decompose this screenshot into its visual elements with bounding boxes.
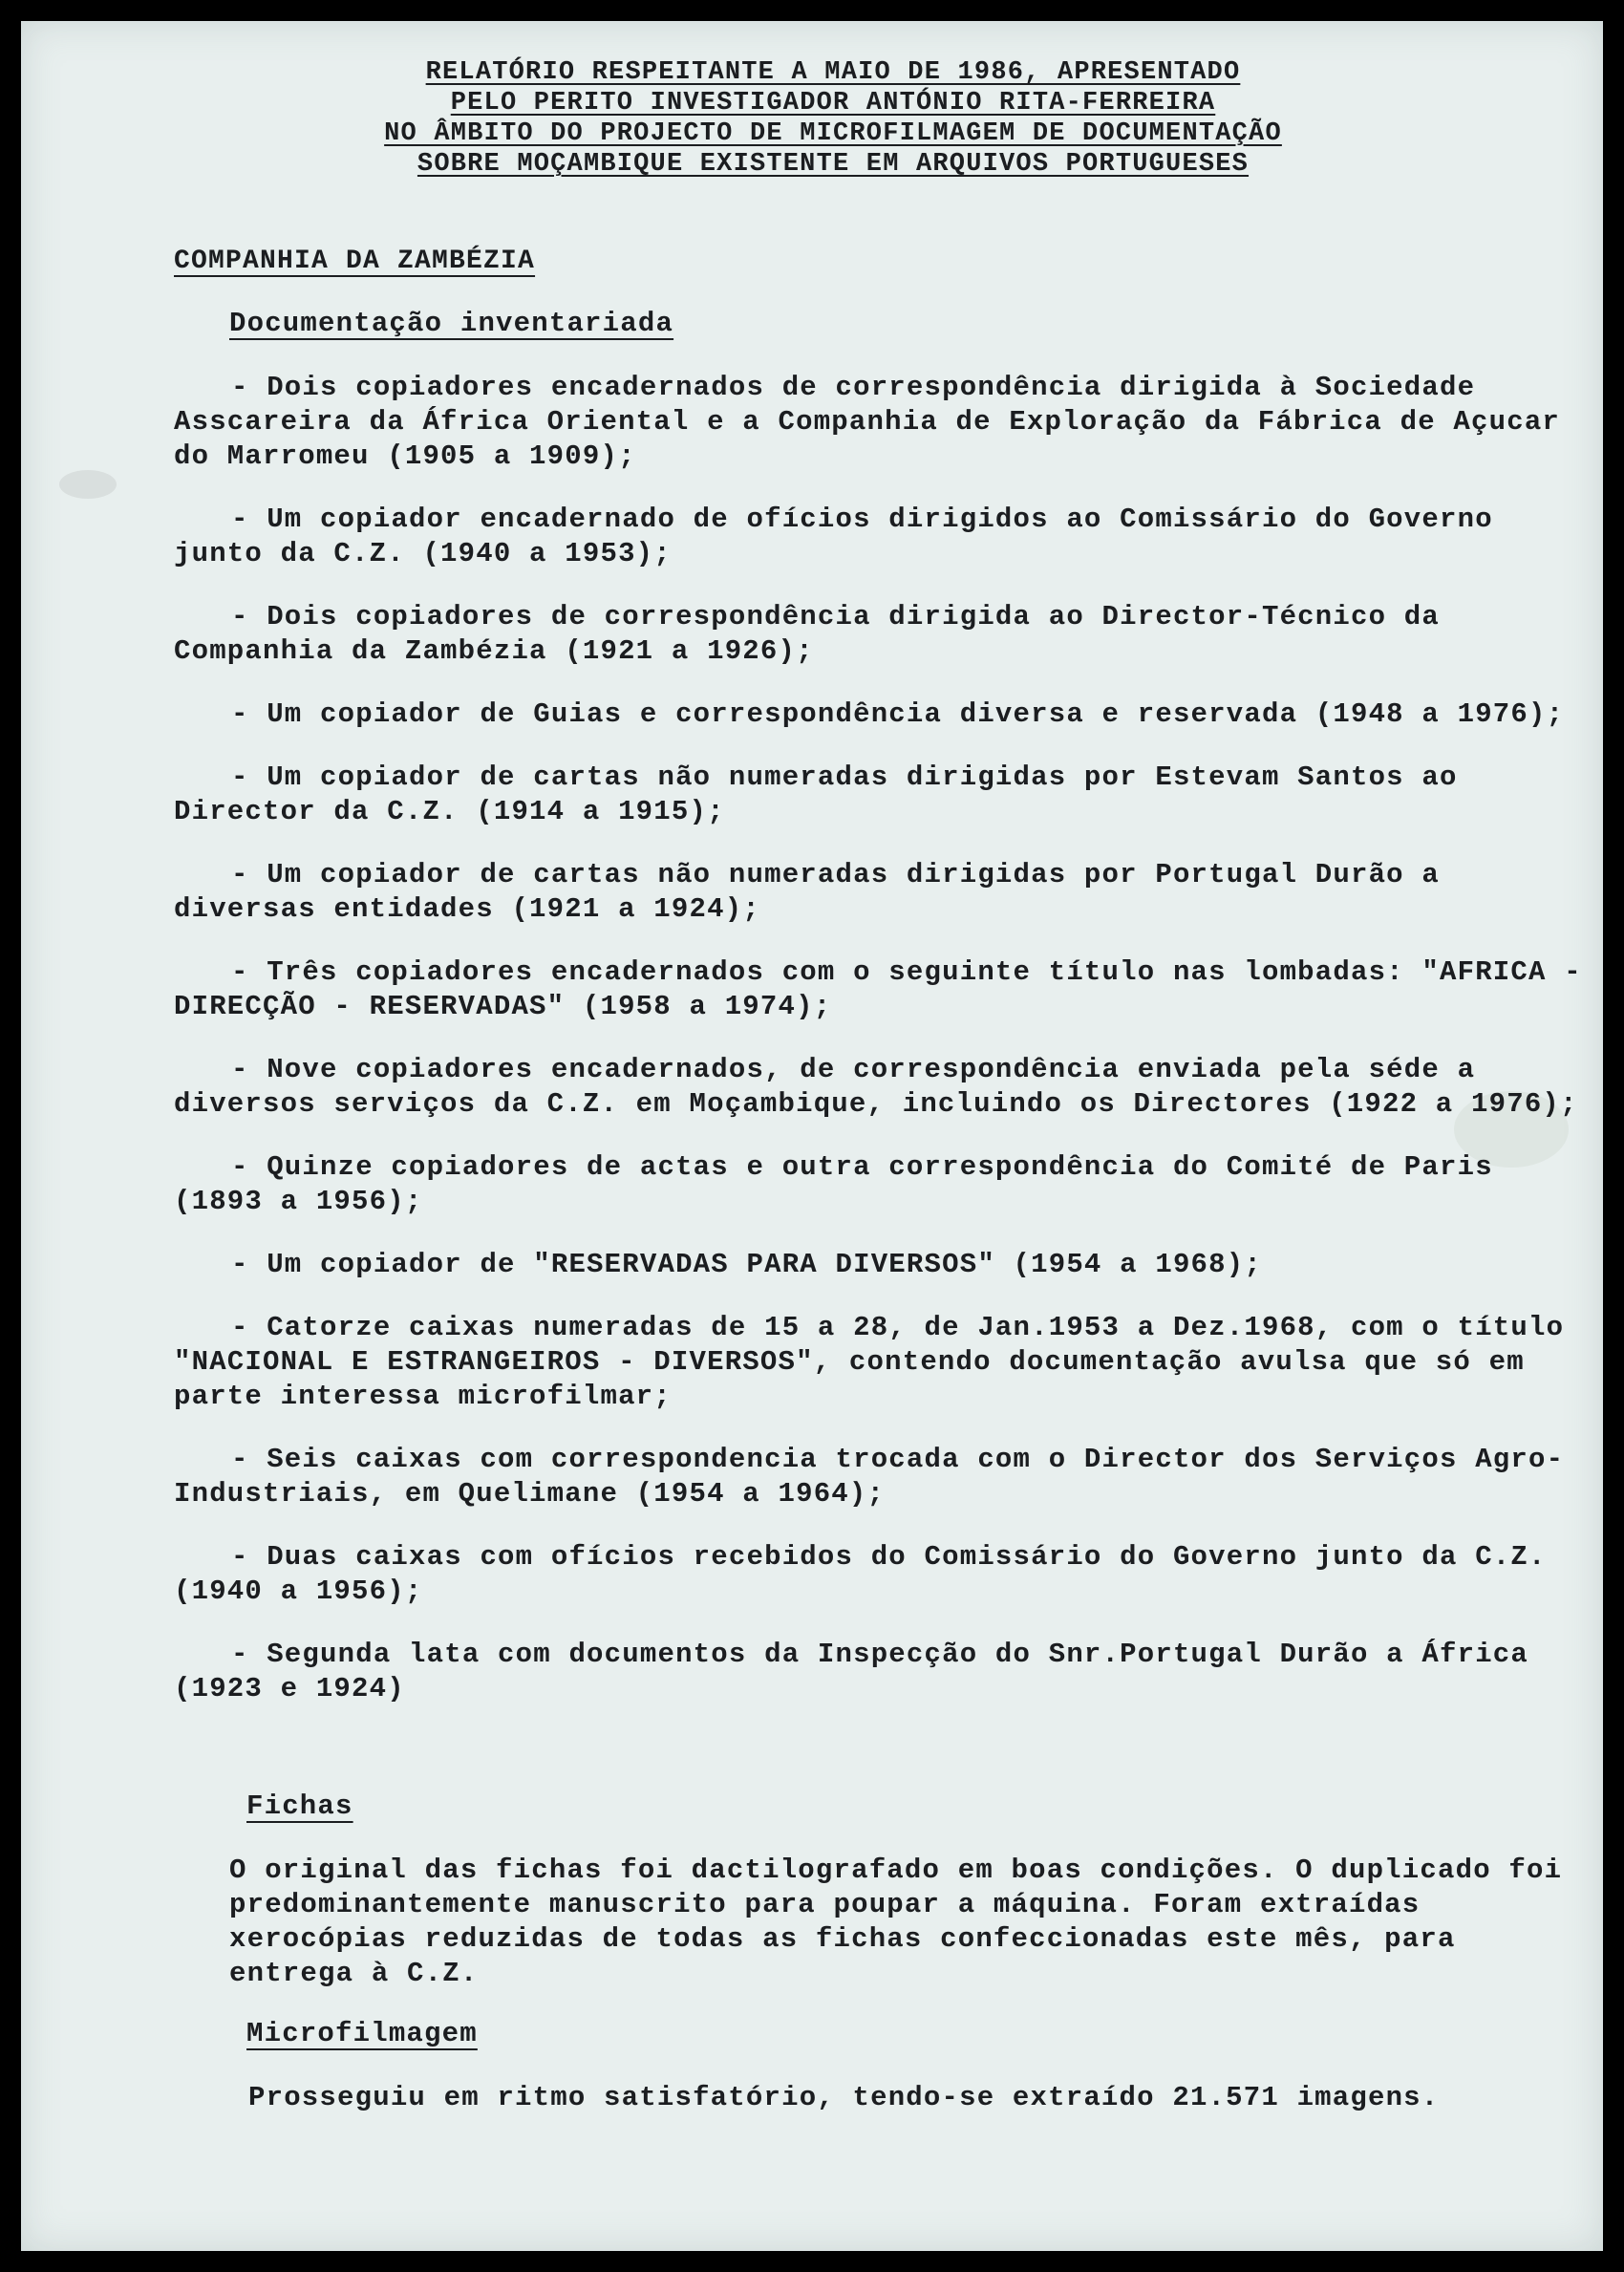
inventory-item: - Dois copiadores de correspondência dirigida ao Director-Técnico da Companhia da Zambézia (1921 a 1926);: [174, 601, 1440, 667]
paper-stain: [59, 470, 117, 499]
header-line: PELO PERITO INVESTIGADOR ANTÓNIO RITA-FERREIRA: [450, 89, 1216, 118]
inventory-item: - Um copiador de cartas não numeradas dirigidas por Estevam Santos ao Director da C.Z. (1914 a 1915);: [174, 761, 1458, 827]
report-header: [260, 57, 1406, 180]
fichas-heading: Fichas: [246, 1790, 353, 1822]
fichas-paragraph: O original das fichas foi dactilografado em boas condições. O duplicado foi predominantemente manuscrito para poupar a máquina. Foram extraídas xerocópias reduzidas de todas as fichas confeccionadas este mês, para entrega à C.Z.: [229, 1854, 1563, 1989]
inventory-item: - Dois copiadores encadernados de correspondência dirigida à Sociedade Asscareira da África Oriental e a Companhia de Exploração da Fábrica de Açucar do Marromeu (1905 a 1909);: [174, 372, 1561, 472]
header-line: SOBRE MOÇAMBIQUE EXISTENTE EM ARQUIVOS PORTUGUESES: [417, 150, 1250, 179]
inventory-item: - Duas caixas com ofícios recebidos do Comissário do Governo junto da C.Z. (1940 a 1956);: [174, 1541, 1547, 1607]
microfilmagem-heading: Microfilmagem: [246, 2018, 478, 2049]
inventory-list: [174, 371, 1597, 1735]
microfilmagem-paragraph: Prosseguiu em ritmo satisfatório, tendo-se extraído 21.571 imagens.: [248, 2082, 1440, 2113]
inventory-item: - Três copiadores encadernados com o seguinte título nas lombadas: "AFRICA - DIRECÇÃO - RESERVADAS" (1958 a 1974);: [174, 956, 1582, 1022]
inventory-item: - Catorze caixas numeradas de 15 a 28, de Jan.1953 a Dez.1968, com o título "NACIONAL E ESTRANGEIROS - DIVERSOS", contendo documentação avulsa que só em parte interessa microfilmar;: [174, 1312, 1565, 1412]
inventory-item: - Um copiador de cartas não numeradas dirigidas por Portugal Durão a diversas entidades (1921 a 1924);: [174, 859, 1440, 925]
inventory-item: - Quinze copiadores de actas e outra correspondência do Comité de Paris (1893 a 1956);: [174, 1151, 1493, 1217]
document-page: [21, 21, 1603, 2251]
inventory-item: - Um copiador de "RESERVADAS PARA DIVERSOS" (1954 a 1968);: [231, 1249, 1262, 1280]
header-line: NO ÂMBITO DO PROJECTO DE MICROFILMAGEM DE DOCUMENTAÇÃO: [384, 119, 1282, 148]
inventory-item: - Um copiador encadernado de ofícios dirigidos ao Comissário do Governo junto da C.Z. (1940 a 1953);: [174, 504, 1493, 569]
inventory-item: - Seis caixas com correspondencia trocada com o Director dos Serviços Agro-Industriais, em Quelimane (1954 a 1964);: [174, 1444, 1565, 1510]
inventory-heading: Documentação inventariada: [229, 308, 674, 339]
inventory-item: - Nove copiadores encadernados, de correspondência enviada pela séde a diversos serviços da C.Z. em Moçambique, incluindo os Directores (1922 a 1976);: [174, 1054, 1578, 1120]
company-title: COMPANHIA DA ZAMBÉZIA: [174, 246, 536, 276]
header-line: RELATÓRIO RESPEITANTE A MAIO DE 1986, APRESENTADO: [425, 58, 1241, 87]
inventory-item: - Um copiador de Guias e correspondência diversa e reservada (1948 a 1976);: [231, 698, 1565, 730]
inventory-item: - Segunda lata com documentos da Inspecção do Snr.Portugal Durão a África (1923 e 1924): [174, 1639, 1529, 1704]
